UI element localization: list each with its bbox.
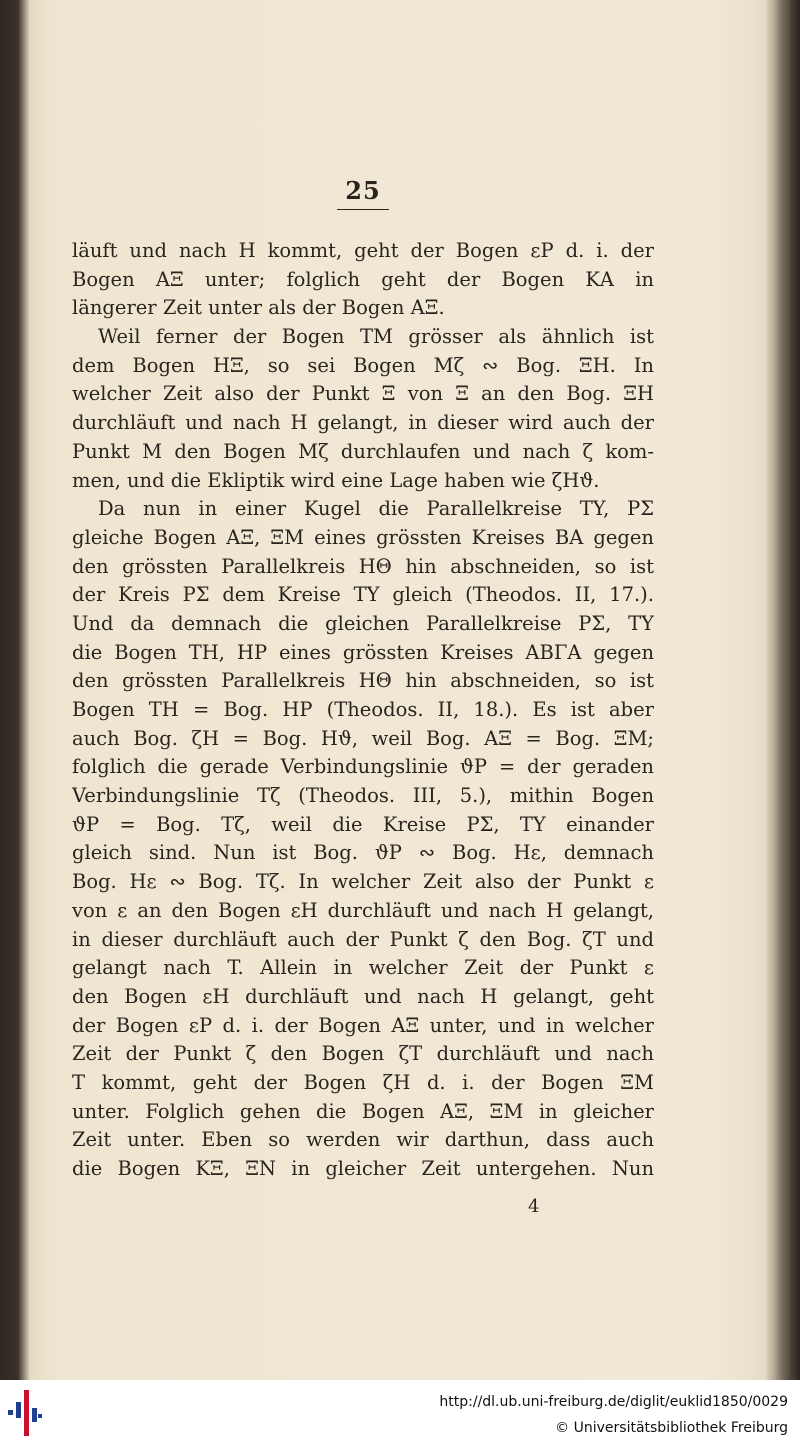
facing-page-edge — [750, 0, 790, 1380]
viewer-footer — [0, 1380, 800, 1446]
text-line: Punkt M den Bogen Mζ durchlaufen und nach ζ kom- — [72, 439, 654, 463]
text-line: durchläuft und nach H gelangt, in dieser wird auch der — [72, 411, 654, 435]
text-line: läuft und nach H kommt, geht der Bogen εP d. i. der — [72, 239, 654, 262]
text-line: welcher Zeit also der Punkt Ξ von Ξ an den Bog. ΞH — [72, 382, 654, 406]
text-line: Zeit der Punkt ζ den Bogen ζT durchläuft und nach — [72, 1042, 654, 1066]
text-line: ϑP = Bog. Tζ, weil die Kreise PΣ, TY einander — [72, 812, 654, 836]
text-line: Verbindungslinie Tζ (Theodos. III, 5.), mithin Bogen — [72, 784, 654, 808]
text-line: dem Bogen HΞ, so sei Bogen Mζ ∾ Bog. ΞH. In — [72, 353, 654, 377]
text-line: längerer Zeit unter als der Bogen ΑΞ. — [72, 296, 445, 320]
text-line: Bogen TH = Bog. HP (Theodos. II, 18.). Es ist aber — [72, 698, 654, 721]
text-line: men, und die Ekliptik wird eine Lage haben wie ζHϑ. — [72, 468, 600, 492]
text-line: gelangt nach T. Allein in welcher Zeit der Punkt ε — [72, 956, 654, 980]
text-line: gleiche Bogen ΑΞ, ΞM eines grössten Kreises BΑ gegen — [72, 525, 654, 549]
text-line: in dieser durchläuft auch der Punkt ζ den Bog. ζT und — [72, 927, 654, 951]
text-line: Bog. Hε ∾ Bog. Tζ. In welcher Zeit also der Punkt ε — [72, 870, 654, 894]
text-line: T kommt, geht der Bogen ζH d. i. der Bogen ΞM — [72, 1070, 654, 1094]
text-line: von ε an den Bogen εH durchläuft und nach H gelangt, — [72, 898, 654, 922]
page-number: 25 — [72, 175, 654, 207]
text-line: den Bogen εH durchläuft und nach H gelangt, geht — [72, 984, 654, 1008]
text-line: unter. Folglich gehen die Bogen ΑΞ, ΞM in gleicher — [72, 1099, 654, 1123]
text-line: folglich die gerade Verbindungslinie ϑP = der geraden — [72, 755, 654, 779]
text-line: gleich sind. Nun ist Bog. ϑP ∾ Bog. Hε, demnach — [72, 841, 654, 865]
text-line: den grössten Parallelkreis HΘ hin abschneiden, so ist — [72, 669, 654, 693]
text-line: die Bogen KΞ, ΞN in gleicher Zeit untergehen. Nun — [72, 1157, 654, 1180]
book-page — [72, 175, 654, 1184]
text-line: die Bogen TH, HP eines grössten Kreises ABΓΑ gegen — [72, 640, 654, 664]
text-line: Bogen ΑΞ unter; folglich geht der Bogen ΚΑ in — [72, 267, 654, 291]
text-line: Und da demnach die gleichen Parallelkreise PΣ, TY — [72, 611, 654, 635]
text-line: der Bogen εP d. i. der Bogen ΑΞ unter, und in welcher — [72, 1013, 654, 1037]
permalink-url[interactable]: http://dl.ub.uni-freiburg.de/diglit/euklid1850/0029 — [439, 1394, 788, 1410]
library-logo-icon — [8, 1390, 42, 1436]
text-line: den grössten Parallelkreis HΘ hin abschneiden, so ist — [72, 554, 654, 578]
text-line: auch Bog. ζH = Bog. Hϑ, weil Bog. ΑΞ = Bog. ΞM; — [72, 726, 654, 750]
copyright-notice: © Universitätsbibliothek Freiburg — [555, 1420, 788, 1436]
text-line: der Kreis PΣ dem Kreise TY gleich (Theodos. II, 17.). — [72, 583, 654, 607]
body-text — [72, 237, 654, 1184]
text-line: Weil ferner der Bogen TM grösser als ähnlich ist — [98, 325, 654, 349]
text-line: Zeit unter. Eben so werden wir darthun, dass auch — [72, 1128, 654, 1152]
text-line: Da nun in einer Kugel die Parallelkreise TY, PΣ — [98, 497, 654, 521]
signature-mark: 4 — [528, 1196, 540, 1217]
